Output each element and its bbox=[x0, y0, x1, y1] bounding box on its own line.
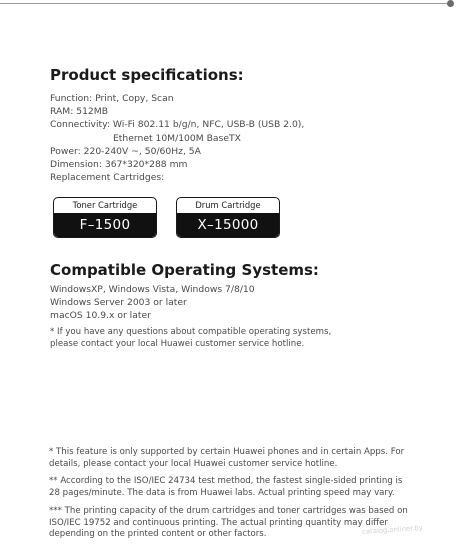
spec-dimension: Dimension: 367*320*288 mm bbox=[50, 159, 188, 171]
spec-function: Function: Print, Copy, Scan bbox=[50, 93, 174, 104]
os-windows-server: Windows Server 2003 or later bbox=[50, 297, 187, 309]
specs-title: Product specifications: bbox=[50, 66, 244, 84]
toner-cartridge-label: Toner Cartridge bbox=[72, 200, 138, 210]
drum-cartridge-code: X–15000 bbox=[177, 213, 279, 237]
footnote-3 bbox=[49, 506, 408, 541]
footnote-3-line-2: ISO/IEC 19752 and continuous printing. The actual printing quantity may differ bbox=[49, 517, 388, 528]
os-macos: macOS 10.9.x or later bbox=[50, 310, 151, 322]
os-windows: WindowsXP, Windows Vista, Windows 7/8/10 bbox=[50, 284, 255, 295]
spec-power: Power: 220-240V ~, 50/60Hz, 5A bbox=[50, 145, 201, 157]
footnote-2-line-2: 28 pages/minute. The data is from Huawei labs. Actual printing speed may vary. bbox=[49, 487, 395, 498]
spec-ram: RAM: 512MB bbox=[50, 106, 109, 118]
drum-cartridge-box bbox=[176, 197, 280, 238]
watermark: catalog.onliner.by bbox=[362, 523, 424, 536]
os-note-line-2: please contact your local Huawei customer service hotline. bbox=[50, 338, 305, 349]
top-rule bbox=[0, 3, 448, 4]
spec-connectivity: Connectivity: Wi-Fi 802.11 b/g/n, NFC, USB-B (USB 2.0), bbox=[50, 119, 305, 131]
footnote-2 bbox=[49, 476, 402, 499]
spec-connectivity-ethernet: Ethernet 10M/100M BaseTX bbox=[113, 132, 241, 144]
rule-end-dot bbox=[447, 0, 454, 7]
os-list bbox=[50, 283, 255, 323]
spec-connectivity-cont bbox=[50, 132, 304, 145]
spec-replacement: Replacement Cartridges: bbox=[50, 172, 165, 184]
os-note bbox=[50, 327, 331, 350]
drum-cartridge-label: Drum Cartridge bbox=[195, 200, 261, 210]
toner-cartridge-code: F–1500 bbox=[54, 213, 156, 237]
footnote-1-line-1: * This feature is only supported by certain Huawei phones and in certain Apps. For bbox=[49, 447, 405, 457]
os-note-line-1: * If you have any questions about compatible operating systems, bbox=[50, 327, 332, 337]
footnote-1 bbox=[49, 447, 404, 470]
footnote-2-line-1: ** According to the ISO/IEC 24734 test method, the fastest single-sided printing is bbox=[49, 476, 403, 486]
os-title: Compatible Operating Systems: bbox=[50, 261, 319, 279]
footnote-1-line-2: details, please contact your local Huawei customer service hotline. bbox=[49, 458, 338, 469]
spec-list bbox=[50, 92, 304, 184]
toner-cartridge-box bbox=[53, 197, 157, 238]
footnote-3-line-3: depending on the printed content or other factors. bbox=[49, 529, 267, 540]
footnote-3-line-1: *** The printing capacity of the drum cartridges and toner cartridges was based on bbox=[49, 506, 408, 516]
